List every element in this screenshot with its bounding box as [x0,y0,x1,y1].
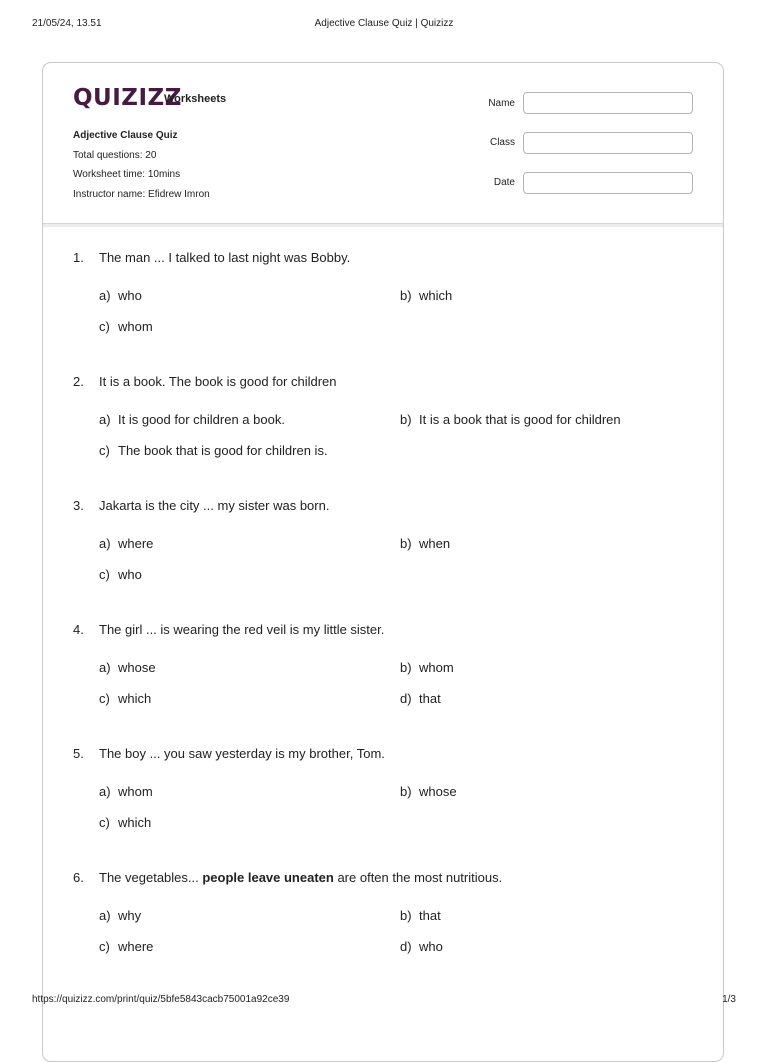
question-text: The girl ... is wearing the red veil is my little sister. [99,622,385,637]
option-letter: a) [99,536,111,551]
option-letter: c) [99,319,110,334]
option-letter: c) [99,443,110,458]
question-text: The boy ... you saw yesterday is my brother, Tom. [99,746,385,761]
option-letter: c) [99,939,110,954]
option-b[interactable] [400,288,452,303]
date-label: Date [493,177,515,188]
option-c[interactable] [99,815,151,830]
option-letter: b) [400,784,412,799]
option-text: who [118,288,142,303]
option-c[interactable] [99,691,151,706]
name-label: Name [488,98,515,109]
question-number: 3. [73,498,84,513]
question-number: 2. [73,374,84,389]
option-a[interactable] [99,784,153,799]
worksheet-card [42,62,724,1062]
option-letter: c) [99,691,110,706]
question-text: The man ... I talked to last night was Bobby. [99,250,351,265]
option-letter: b) [400,908,412,923]
question-number: 6. [73,870,84,885]
name-field[interactable] [523,92,693,114]
worksheets-label: Worksheets [164,93,227,105]
question-text: It is a book. The book is good for children [99,374,337,389]
option-letter: b) [400,288,412,303]
option-a[interactable] [99,288,142,303]
option-text: whose [419,784,457,799]
option-d[interactable] [400,691,441,706]
print-page-number: 1/3 [722,994,736,1005]
option-text: who [419,939,443,954]
option-a[interactable] [99,908,141,923]
instructor-name: Instructor name: Efidrew Imron [73,188,210,200]
option-letter: a) [99,412,111,427]
question-number: 1. [73,250,84,265]
option-text: The book that is good for children is. [118,443,328,458]
question-text [99,870,502,885]
option-a[interactable] [99,660,156,675]
option-letter: c) [99,815,110,830]
option-letter: a) [99,660,111,675]
option-text: that [419,908,441,923]
option-b[interactable] [400,908,441,923]
option-c[interactable] [99,443,328,458]
option-c[interactable] [99,567,142,582]
option-a[interactable] [99,536,153,551]
option-text: who [118,567,142,582]
print-page-title: Adjective Clause Quiz | Quizizz [314,18,454,29]
option-letter: c) [99,567,110,582]
option-letter: b) [400,412,412,427]
option-text: which [118,815,152,830]
question-text: Jakarta is the city ... my sister was born. [99,498,330,513]
option-letter: b) [400,660,412,675]
total-questions: Total questions: 20 [73,149,157,161]
question-text-start: The vegetables... [99,870,203,885]
option-letter: b) [400,536,412,551]
print-footer [32,994,736,1008]
quizizz-logo-wordmark: QUIZIZZ [73,85,182,111]
option-text: It is a book that is good for children [419,412,621,427]
print-datetime: 21/05/24, 13.51 [32,18,102,29]
option-c[interactable] [99,319,153,334]
option-b[interactable] [400,660,454,675]
option-text: which [419,288,453,303]
option-text: where [118,939,154,954]
option-text: whom [118,319,153,334]
option-text: why [118,908,142,923]
option-d[interactable] [400,939,443,954]
option-b[interactable] [400,536,450,551]
class-field[interactable] [523,132,693,154]
option-text: where [118,536,154,551]
option-text: whom [419,660,454,675]
option-b[interactable] [400,784,457,799]
print-url: https://quizizz.com/print/quiz/5bfe5843cacb75001a92ce39 [32,994,290,1005]
quiz-meta [73,126,210,204]
worksheet-time: Worksheet time: 10mins [73,169,181,180]
class-label: Class [489,137,515,148]
option-c[interactable] [99,939,153,954]
option-text: It is good for children a book. [118,412,285,427]
option-a[interactable] [99,412,285,427]
question-number: 5. [73,746,84,761]
option-text: whose [118,660,156,675]
date-field[interactable] [523,172,693,194]
option-text: when [419,536,451,551]
option-letter: a) [99,288,111,303]
option-letter: a) [99,908,111,923]
option-letter: d) [400,939,412,954]
option-text: that [419,691,441,706]
option-b[interactable] [400,412,621,427]
worksheet-header [43,63,723,224]
question-text-end: are often the most nutritious. [333,870,503,885]
option-text: whom [118,784,153,799]
option-letter: a) [99,784,111,799]
question-number: 4. [73,622,84,637]
option-letter: d) [400,691,412,706]
option-text: which [118,691,152,706]
print-header [32,18,736,32]
question-text-emphasis: people leave uneaten [202,870,334,885]
quiz-title: Adjective Clause Quiz [73,130,178,141]
